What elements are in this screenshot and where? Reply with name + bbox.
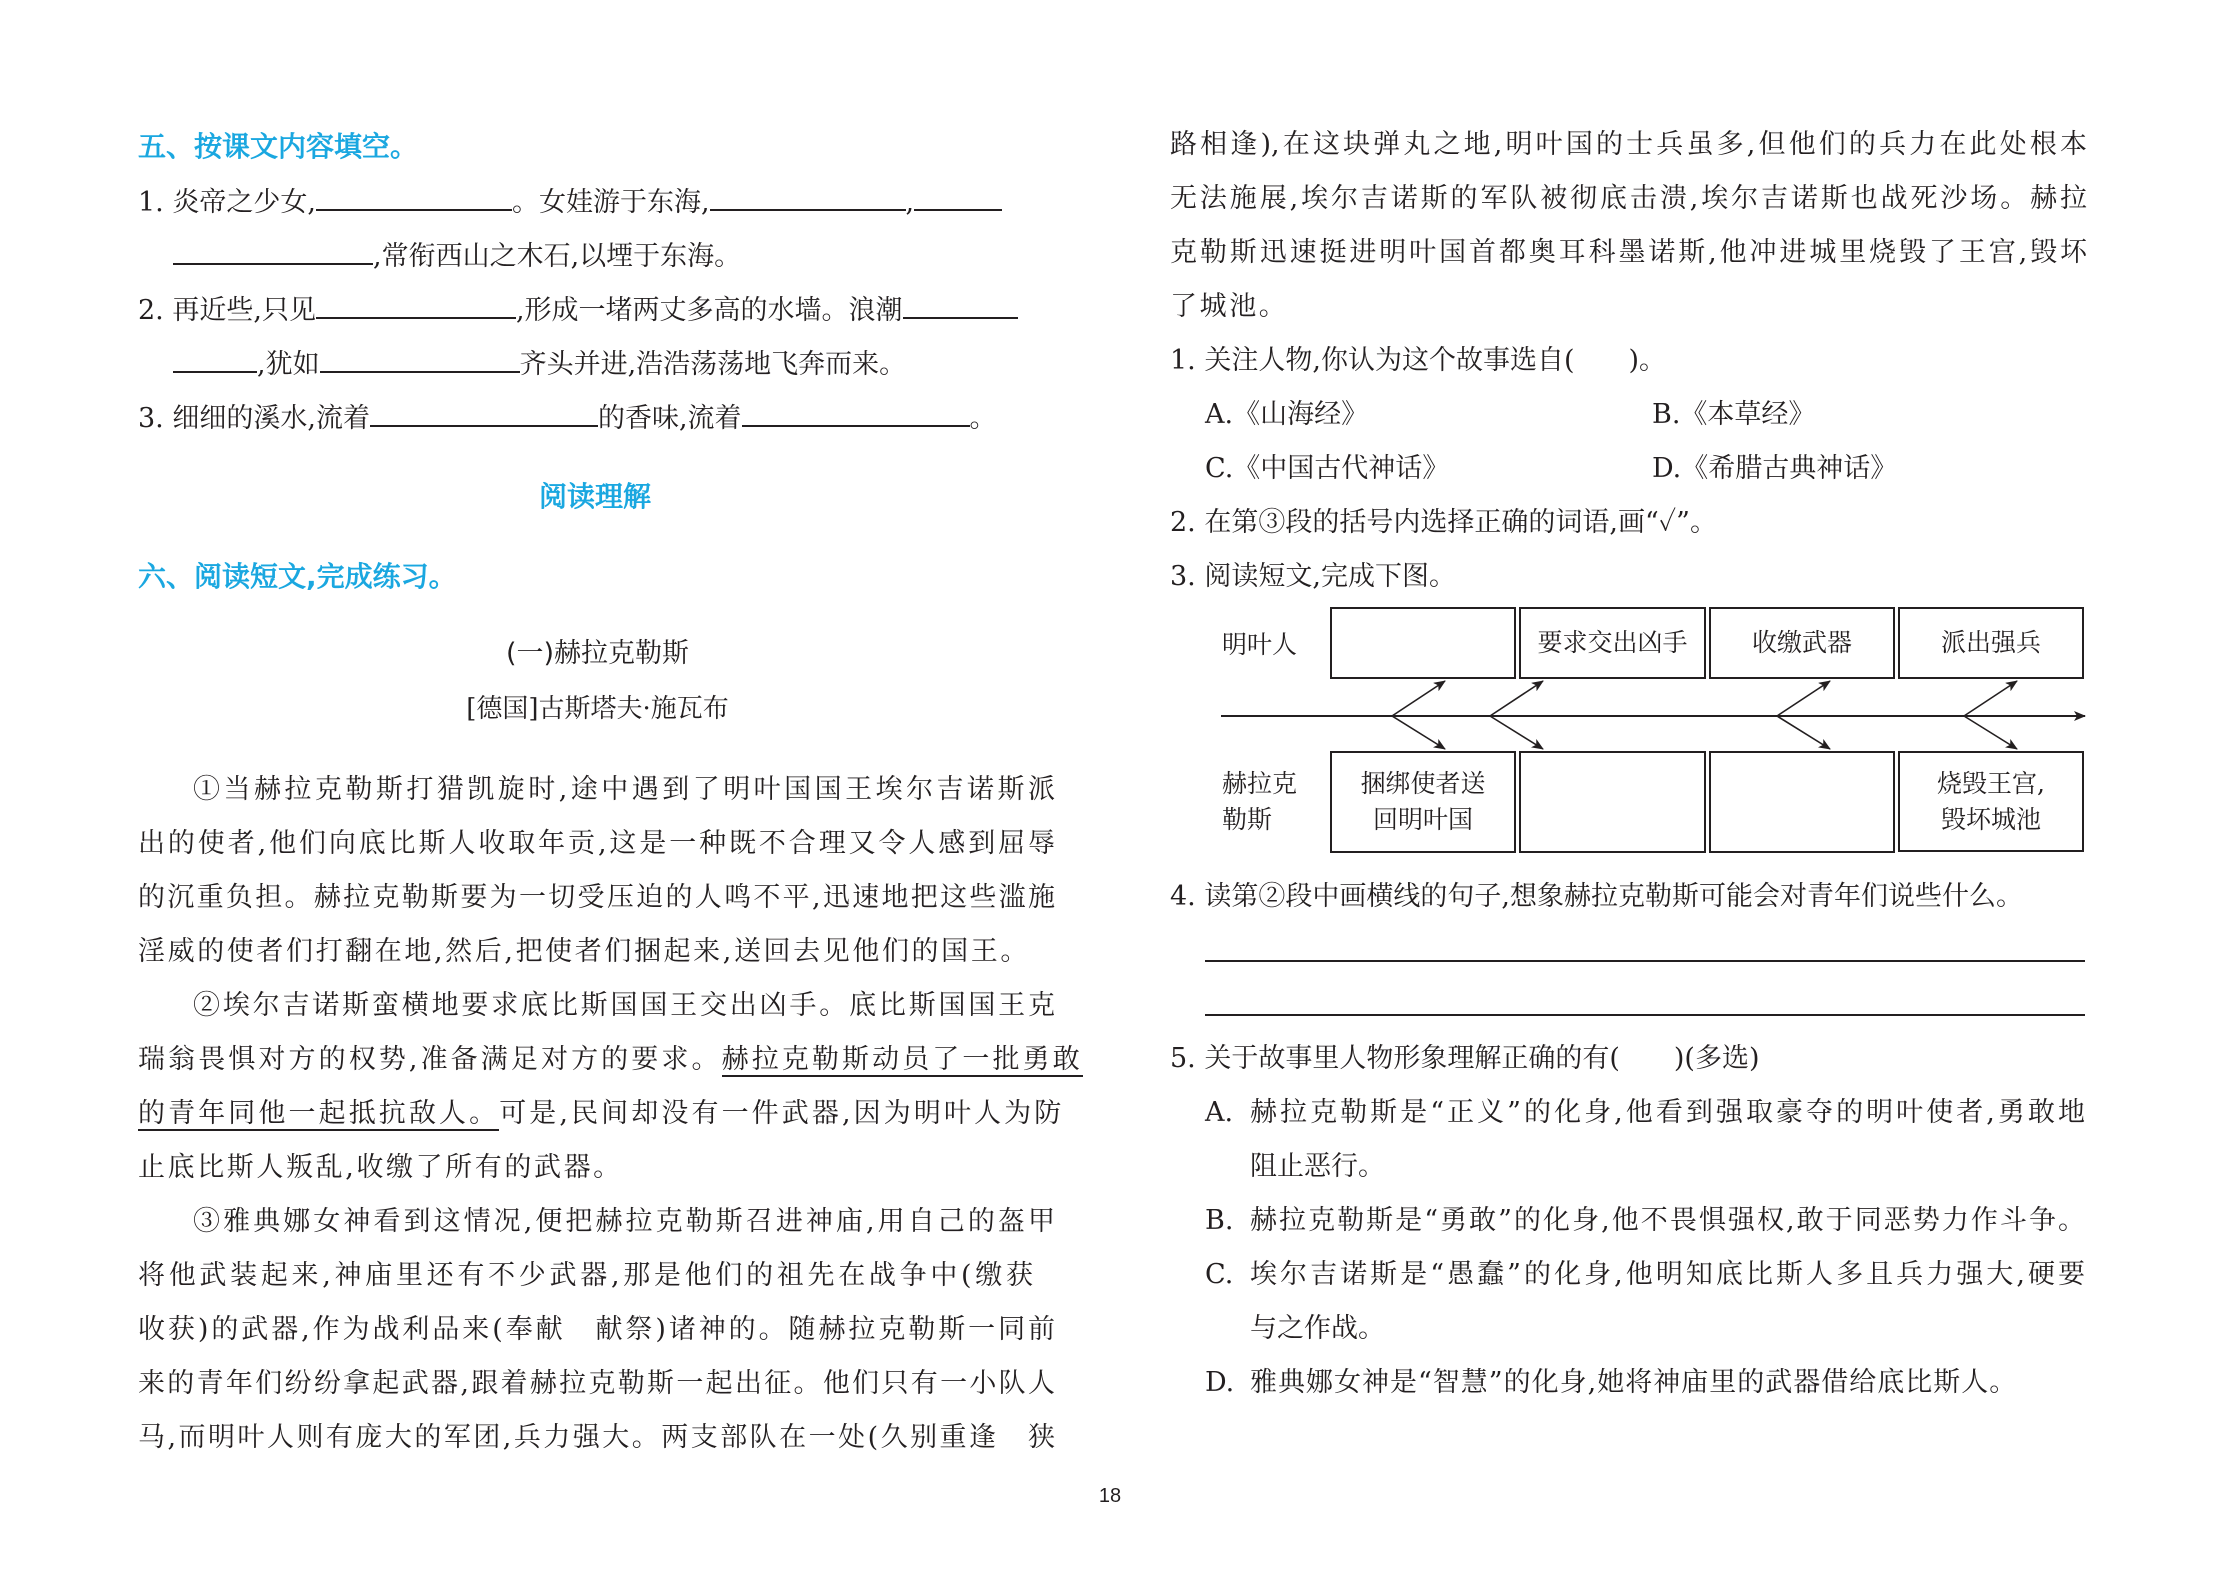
blank-input[interactable] xyxy=(316,291,516,319)
fill-q1-line2 xyxy=(173,237,741,271)
branch-arrow xyxy=(1392,681,1445,716)
branch-arrow xyxy=(1964,681,2017,716)
q1-text-b: 。女娃游于东海, xyxy=(511,187,710,218)
section5-title: 五、按课文内容填空。 xyxy=(138,130,419,163)
q-num: 2. xyxy=(1170,507,1196,538)
box-line: 捆绑使者送 xyxy=(1360,769,1486,798)
passage-text: 瑞翁畏惧对方的权势,准备满足对方的要求。 xyxy=(138,1044,722,1075)
fill-q2-line1 xyxy=(138,291,1018,325)
passage-line: 的沉重负担。赫拉克勒斯要为一切受压迫的人鸣不平,迅速地把这些滥施 xyxy=(138,882,1055,913)
q2-text-b: ,形成一堵两丈多高的水墙。浪潮 xyxy=(515,295,903,326)
passage-line: 来的青年们纷纷拿起武器,跟着赫拉克勒斯一起出征。他们只有一小队人 xyxy=(138,1368,1055,1399)
diagram-box-top-1[interactable] xyxy=(1330,607,1516,679)
option-text: 赫拉克勒斯是“正义”的化身,他看到强取豪夺的明叶使者,勇敢地 xyxy=(1250,1097,2085,1128)
question-3 xyxy=(1170,560,1456,594)
q3-num: 3. xyxy=(138,403,164,434)
row-label-line: 赫拉克 xyxy=(1222,769,1298,798)
option-d[interactable]: D.《希腊古典神话》 xyxy=(1652,453,1898,484)
passage-line: 出的使者,他们向底比斯人收取年贡,这是一种既不合理又令人感到屈辱 xyxy=(138,828,1055,859)
option-c[interactable]: C.《中国古代神话》 xyxy=(1205,453,1450,484)
passage-line: ③雅典娜女神看到这情况,便把赫拉克勒斯召进神庙,用自己的盔甲 xyxy=(193,1206,1055,1237)
diagram-box-top-4: 派出强兵 xyxy=(1898,607,2084,679)
q-text: 读第②段中画横线的句子,想象赫拉克勒斯可能会对青年们说些什么。 xyxy=(1204,881,2023,912)
q3-text-c: 。 xyxy=(969,403,997,434)
branch-arrow xyxy=(1777,681,1830,716)
q3-text-b: 的香味,流着 xyxy=(597,403,742,434)
underlined-sentence: 的青年同他一起抵抗敌人。 xyxy=(138,1098,500,1129)
passage-line: 将他武装起来,神庙里还有不少武器,那是他们的祖先在战争中(缴获 xyxy=(138,1260,1033,1291)
blank-input[interactable] xyxy=(742,399,970,427)
row-label-heracles xyxy=(1222,766,1297,838)
passage-line: 路相逢),在这块弹丸之地,明叶国的士兵虽多,但他们的兵力在此处根本 xyxy=(1170,129,2087,160)
diagram-box-top-3: 收缴武器 xyxy=(1709,607,1895,679)
q-num: 5. xyxy=(1170,1043,1196,1074)
question-4 xyxy=(1170,880,2023,914)
blank-input[interactable] xyxy=(370,399,598,427)
answer-line[interactable] xyxy=(1205,960,2085,962)
box-line: 毁坏城池 xyxy=(1940,804,2041,834)
reading-comprehension-title: 阅读理解 xyxy=(538,480,651,513)
diagram-box-bottom-4 xyxy=(1898,751,2084,852)
q1-text-d: ,常衔西山之木石,以堙于东海。 xyxy=(373,241,742,272)
underlined-sentence: 赫拉克勒斯动员了一批勇敢 xyxy=(721,1044,1083,1075)
q-text: 阅读短文,完成下图。 xyxy=(1204,561,1456,592)
q-text: 关注人物,你认为这个故事选自( )。 xyxy=(1204,345,1667,376)
passage-line: 克勒斯迅速挺进明叶国首都奥耳科墨诺斯,他冲进城里烧毁了王宫,毁坏 xyxy=(1170,237,2087,268)
option-label: C. xyxy=(1205,1259,1234,1290)
passage-line: 止底比斯人叛乱,收缴了所有的武器。 xyxy=(138,1152,623,1183)
option-text: 与之作战。 xyxy=(1250,1313,1385,1344)
branch-arrow xyxy=(1777,716,1830,749)
passage-line: ①当赫拉克勒斯打猎凯旋时,途中遇到了明叶国国王埃尔吉诺斯派 xyxy=(193,774,1055,805)
option-text: 赫拉克勒斯是“勇敢”的化身,他不畏惧强权,敢于同恶势力作斗争。 xyxy=(1250,1205,2085,1236)
blank-input[interactable] xyxy=(316,183,512,211)
row-label-mingye: 明叶人 xyxy=(1222,630,1298,659)
answer-line[interactable] xyxy=(1205,1014,2085,1016)
q2-text-a: 再近些,只见 xyxy=(172,295,316,326)
diagram-box-top-2: 要求交出凶手 xyxy=(1519,607,1706,679)
diagram-box-bottom-3[interactable] xyxy=(1709,751,1895,853)
option-text: 阻止恶行。 xyxy=(1250,1151,1385,1182)
passage-line: 淫威的使者们打翻在地,然后,把使者们捆起来,送回去见他们的国王。 xyxy=(138,936,1030,967)
passage-line: ②埃尔吉诺斯蛮横地要求底比斯国国王交出凶手。底比斯国国王克 xyxy=(193,990,1055,1021)
option-label: D. xyxy=(1205,1367,1235,1398)
option-text: 雅典娜女神是“智慧”的化身,她将神庙里的武器借给底比斯人。 xyxy=(1250,1367,2018,1398)
q-num: 1. xyxy=(1170,345,1196,376)
question-5 xyxy=(1170,1042,1760,1076)
passage-line: 收获)的武器,作为战利品来(奉献 献祭)诸神的。随赫拉克勒斯一同前 xyxy=(138,1314,1055,1345)
branch-arrow xyxy=(1490,716,1543,749)
blank-input[interactable] xyxy=(173,345,257,373)
branch-arrow xyxy=(1964,716,2017,749)
q-num: 3. xyxy=(1170,561,1196,592)
story-author: [德国]古斯塔夫·施瓦布 xyxy=(466,694,729,724)
q3-text-a: 细细的溪水,流着 xyxy=(172,403,370,434)
option-label: B. xyxy=(1205,1205,1234,1236)
fill-q1-line1 xyxy=(138,183,1058,217)
blank-input[interactable] xyxy=(320,345,520,373)
passage-line xyxy=(138,1043,1083,1077)
branch-arrow xyxy=(1490,681,1543,716)
q-text: 关于故事里人物形象理解正确的有( )(多选) xyxy=(1204,1043,1760,1074)
option-b[interactable]: B.《本草经》 xyxy=(1652,399,1816,430)
row-label-line: 勒斯 xyxy=(1222,805,1273,834)
section6-title: 六、阅读短文,完成练习。 xyxy=(138,560,457,593)
blank-input[interactable] xyxy=(914,183,1002,211)
page-number: 18 xyxy=(1098,1485,1122,1507)
q1-num: 1. xyxy=(138,187,164,218)
q1-text-a: 炎帝之少女, xyxy=(172,187,316,218)
diagram-box-bottom-2[interactable] xyxy=(1519,751,1706,853)
question-2 xyxy=(1170,506,1717,540)
q2-text-d: 齐头并进,浩浩荡荡地飞奔而来。 xyxy=(519,349,907,380)
blank-input[interactable] xyxy=(173,237,373,265)
fill-q3-line xyxy=(138,399,997,433)
passage-line: 马,而明叶人则有庞大的军团,兵力强大。两支部队在一处(久别重逢 狭 xyxy=(138,1422,1055,1453)
q-num: 4. xyxy=(1170,881,1196,912)
passage-line: 了城池。 xyxy=(1170,291,1289,322)
blank-input[interactable] xyxy=(710,183,906,211)
passage-line: 无法施展,埃尔吉诺斯的军队被彻底击溃,埃尔吉诺斯也战死沙场。赫拉 xyxy=(1170,183,2087,214)
box-line: 烧毁王宫, xyxy=(1937,768,2045,798)
question-1 xyxy=(1170,344,1666,378)
q-text: 在第③段的括号内选择正确的词语,画“✓”。 xyxy=(1204,507,1717,538)
q2-num: 2. xyxy=(138,295,164,326)
passage-text: 可是,民间却没有一件武器,因为明叶人为防 xyxy=(499,1098,1065,1129)
diagram-box-bottom-1 xyxy=(1330,751,1516,853)
passage-line xyxy=(138,1097,1065,1131)
option-a[interactable]: A.《山海经》 xyxy=(1205,399,1369,430)
blank-input[interactable] xyxy=(903,291,1018,319)
box-line: 回明叶国 xyxy=(1372,805,1473,834)
q2-text-c: ,犹如 xyxy=(257,349,320,380)
story-title: (一)赫拉克勒斯 xyxy=(505,638,690,669)
branch-arrow xyxy=(1392,716,1445,749)
q1-text-c: , xyxy=(905,187,915,218)
option-label: A. xyxy=(1205,1097,1234,1128)
option-text: 埃尔吉诺斯是“愚蠢”的化身,他明知底比斯人多且兵力强大,硬要 xyxy=(1250,1259,2085,1290)
fill-q2-line2 xyxy=(173,345,906,379)
